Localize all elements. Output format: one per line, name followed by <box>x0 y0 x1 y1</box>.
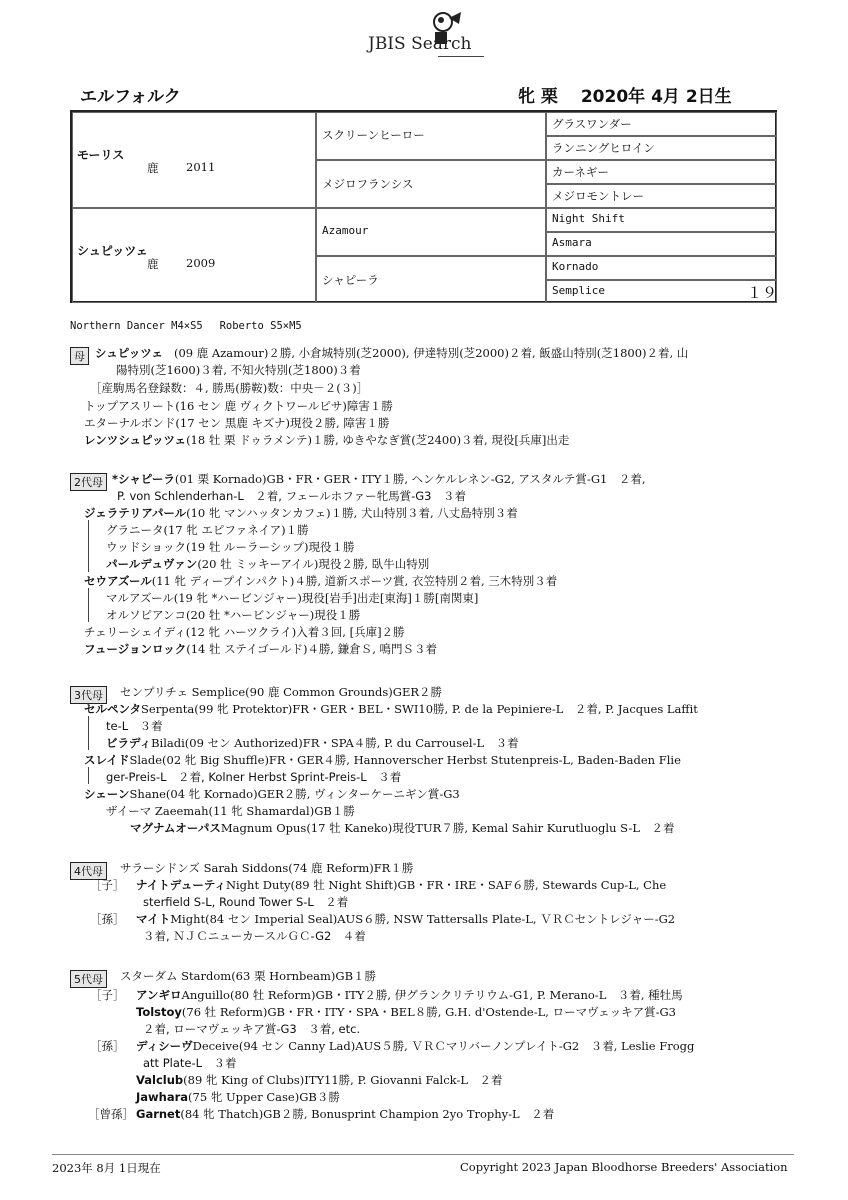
tree-connector <box>88 588 89 622</box>
jbis-logo <box>368 8 498 58</box>
record-text: Shane(04 牝 Kornado)GER２勝, ヴィンターケーニギン賞-G3 <box>129 787 460 801</box>
generation-tag: 3代母 <box>70 686 107 704</box>
record-text: ［曾孫］ <box>88 1107 134 1121</box>
record-line <box>84 641 437 657</box>
record-line <box>136 1038 694 1054</box>
record-line <box>136 1089 340 1105</box>
record-text: Slade(02 牝 Big Shuffle)FR・GER４勝, Hannoverscher Herbst Stutenpreis-L, Baden-Baden Flie <box>129 753 681 767</box>
tree-connector <box>88 767 89 784</box>
tree-connector <box>88 716 89 750</box>
copyright: Copyright 2023 Japan Bloodhorse Breeders' Association <box>460 1160 788 1174</box>
horse-name-bold: ビラディ <box>106 736 152 750</box>
record-line <box>106 735 519 751</box>
horse-name-bold: ディシーヴ <box>136 1039 193 1053</box>
record-text: ［子］ <box>90 988 125 1002</box>
record-text-continued: att Plate-L ３着 <box>143 1056 237 1070</box>
gen3-name: メジロモントレー <box>552 189 644 203</box>
record-text-continued: sterfield S-L, Round Tower S-L ２着 <box>143 895 349 909</box>
horse-name-bold: シュピッツェ <box>95 346 163 360</box>
record-text: (11 牝 ディープインパクト)４勝, 道新スポーツ賞, 衣笠特別２着, 三木特別３着 <box>151 574 558 588</box>
tree-connector <box>88 520 89 572</box>
record-line <box>136 1072 502 1088</box>
record-text: (14 牡 ステイゴールド)４勝, 鎌倉Ｓ, 鳴門Ｓ３着 <box>186 642 438 656</box>
record-text-continued: ２着, ローマヴェッキア賞-G3 ３着, etc. <box>143 1022 361 1036</box>
record-line <box>136 911 675 927</box>
record-line <box>84 573 557 589</box>
record-line <box>84 752 681 768</box>
record-text: (09 鹿 Azamour)２勝, 小倉城特別(芝2000), 伊達特別(芝2000)２着, 飯盛山特別(芝1800)２着, 山 <box>174 346 689 360</box>
record-text: チェリーシェイディ(12 牝 ハーツクライ)入着３回, [兵庫]２勝 <box>84 625 405 639</box>
horse-name-bold: セウアズール <box>84 574 152 588</box>
gen3-name: Semplice <box>552 284 605 297</box>
horse-name-bold: パールデュヴァン <box>106 557 198 571</box>
record-line <box>112 471 645 487</box>
record-text: (01 栗 Kornado)GB・FR・GER・ITY１勝, ヘンケルレネン-G2, アスタルテ賞-G1 ２着, <box>174 472 646 486</box>
record-text: グラニータ(17 牝 エピファネイア)１勝 <box>106 523 309 537</box>
gen3-name: カーネギー <box>552 165 609 179</box>
record-line <box>136 1106 554 1122</box>
logo-underline <box>438 56 484 57</box>
record-text: Magnum Opus(17 牡 Kaneko)現役TUR７勝, Kemal Sahir Kurutluoglu S-L ２着 <box>220 821 675 835</box>
horse-name-bold: ナイトデューティ <box>136 878 226 892</box>
record-text: トップアスリート(16 セン 鹿 ヴィクトワールピサ)障害１勝 <box>84 399 393 413</box>
record-text-continued: P. von Schlenderhan-L ２着, フェールホファー牝馬賞-G3 ３着 <box>117 489 466 503</box>
record-line <box>130 820 674 836</box>
horse-info: 牝 栗 2020年 4月 2日生 <box>518 87 732 107</box>
sire-color: 鹿 <box>147 161 159 175</box>
as-of-date: 2023年 8月 1日現在 <box>52 1161 161 1175</box>
record-text: Serpenta(99 牝 Protektor)FR・GER・BEL・SWI10勝, P. de la Pepiniere-L ２着, P. Jacques Laffit <box>141 702 698 716</box>
record-text: ［孫］ <box>90 912 125 926</box>
horse-name-bold: Tolstoy <box>136 1005 182 1019</box>
sire-year: 2011 <box>186 160 216 174</box>
logo-text: JBIS Search <box>368 34 472 54</box>
gen2-name: メジロフランシス <box>322 177 414 191</box>
record-text: ウッドショック(19 牡 ルーラーシップ)現役１勝 <box>106 540 355 554</box>
horse-name-bold: ジェラテリアパール <box>84 506 187 520</box>
record-text: 陽特別(芝1600)３着, 不知火特別(芝1800)３着 <box>116 363 361 377</box>
horse-name-bold: フュージョンロック <box>84 642 187 656</box>
record-text-continued: te-L ３着 <box>106 719 163 733</box>
dam-year: 2009 <box>186 256 216 270</box>
record-text: Night Duty(89 牡 Night Shift)GB・FR・IRE・SAF６勝, Stewards Cup-L, Che <box>225 878 667 892</box>
horse-name: エルフォルク <box>80 87 181 107</box>
record-line <box>136 877 666 893</box>
gen3-name: Asmara <box>552 236 592 249</box>
generation-tag: 5代母 <box>70 970 107 988</box>
record-text: スターダム Stardom(63 栗 Hornbeam)GB１勝 <box>120 969 377 983</box>
family-number: １９ <box>747 284 778 302</box>
record-text-continued: ger-Preis-L ２着, Kolner Herbst Sprint-Preis-L ３着 <box>106 770 402 784</box>
horse-name-bold: スレイド <box>84 753 130 767</box>
record-text: サラーシドンズ Sarah Siddons(74 鹿 Reform)FR１勝 <box>120 861 414 875</box>
dam-color: 鹿 <box>147 257 159 271</box>
record-text: (10 牝 マンハッタンカフェ)１勝, 犬山特別３着, 八丈島特別３着 <box>186 506 518 520</box>
record-line <box>84 505 518 521</box>
gen3-name: Night Shift <box>552 212 625 225</box>
record-line <box>84 701 698 717</box>
horse-name-bold: Garnet <box>136 1107 181 1121</box>
horse-name-bold: アンギロ <box>136 988 182 1002</box>
gen3-name: Kornado <box>552 260 599 273</box>
record-line <box>84 786 460 802</box>
record-text: Might(84 セン Imperial Seal)AUS６勝, NSW Tattersalls Plate-L, ＶＲＣセントレジャー-G2 <box>170 912 676 926</box>
horse-name-bold: セルペンタ <box>84 702 142 716</box>
record-text: Biladi(09 セン Authorized)FR・SPA４勝, P. du Carrousel-L ３着 <box>151 736 519 750</box>
pedigree-table <box>70 110 777 303</box>
record-text-continued: ３着, ＮＪＣニューカースルＧＣ-G2 ４着 <box>143 929 366 943</box>
record-text: (84 牝 Thatch)GB２勝, Bonusprint Champion 2yo Trophy-L ２着 <box>180 1107 555 1121</box>
record-text: Anguillo(80 牡 Reform)GB・ITY２勝, 伊グランクリテリウム-G1, P. Merano-L ３着, 種牡馬 <box>181 988 683 1002</box>
record-text: (20 牡 ミッキーアイル)現役２勝, 臥牛山特別 <box>197 557 430 571</box>
gen2-name: スクリーンヒーロー <box>322 128 425 142</box>
gen3-name: グラスワンダー <box>552 117 632 131</box>
dam-name: シュピッツェ <box>77 244 148 258</box>
record-line <box>136 987 683 1003</box>
horse-name-bold: *シャピーラ <box>112 472 175 486</box>
record-line <box>84 432 569 448</box>
record-text: (89 牝 King of Clubs)ITY11勝, P. Giovanni Falck-L ２着 <box>183 1073 503 1087</box>
horse-name-bold: マグナムオーパス <box>130 821 221 835</box>
record-text: エターナルボンド(17 セン 黒鹿 キズナ)現役２勝, 障害１勝 <box>84 416 390 430</box>
record-text: (76 牡 Reform)GB・FR・ITY・SPA・BEL８勝, G.H. d'Ostende-L, ローマヴェッキア賞-G3 <box>181 1005 676 1019</box>
inbreeding-note: Northern Dancer M4×S5 Roberto S5×M5 <box>70 320 302 332</box>
generation-tag: 母 <box>70 347 89 365</box>
record-text: センプリチェ Semplice(90 鹿 Common Grounds)GER２勝 <box>120 685 443 699</box>
record-text: (18 牡 栗 ドゥラメンテ)１勝, ゆきやなぎ賞(芝2400)３着, 現役[兵庫]出走 <box>186 433 570 447</box>
record-text: ［産駒馬名登録数：４, 勝馬(勝鞍)数：中央－２(３)］ <box>90 381 369 395</box>
sire-name: モーリス <box>77 148 125 162</box>
generation-tag: 2代母 <box>70 473 107 491</box>
horse-name-bold: Valclub <box>136 1073 184 1087</box>
gen2-name: Azamour <box>322 224 369 237</box>
record-text: ［孫］ <box>90 1039 125 1053</box>
record-text: (75 牝 Upper Case)GB３勝 <box>188 1090 340 1104</box>
record-text: ザイーマ Zaeemah(11 牝 Shamardal)GB１勝 <box>106 804 355 818</box>
record-line <box>106 556 429 572</box>
gen2-name: シャピーラ <box>322 273 379 287</box>
footer-divider <box>52 1154 794 1155</box>
gen3-name: ランニングヒロイン <box>552 141 655 155</box>
horse-name-bold: マイト <box>136 912 171 926</box>
record-text: マルアズール(19 牝 *ハービンジャー)現役[岩手]出走[東海]１勝[南関東] <box>106 591 479 605</box>
record-text: オルソピアンコ(20 牡 *ハービンジャー)現役１勝 <box>106 608 361 622</box>
record-text: ［子］ <box>90 878 125 892</box>
generation-tag: 4代母 <box>70 862 107 880</box>
horse-name-bold: Jawhara <box>136 1090 189 1104</box>
horse-name-bold: シェーン <box>84 787 130 801</box>
record-line <box>136 1004 676 1020</box>
record-text: Deceive(94 セン Canny Lad)AUS５勝, ＶＲＣマリバーノンプレイト-G2 ３着, Leslie Frogg <box>192 1039 695 1053</box>
horse-name-bold: レンツシュピッツェ <box>84 433 187 447</box>
